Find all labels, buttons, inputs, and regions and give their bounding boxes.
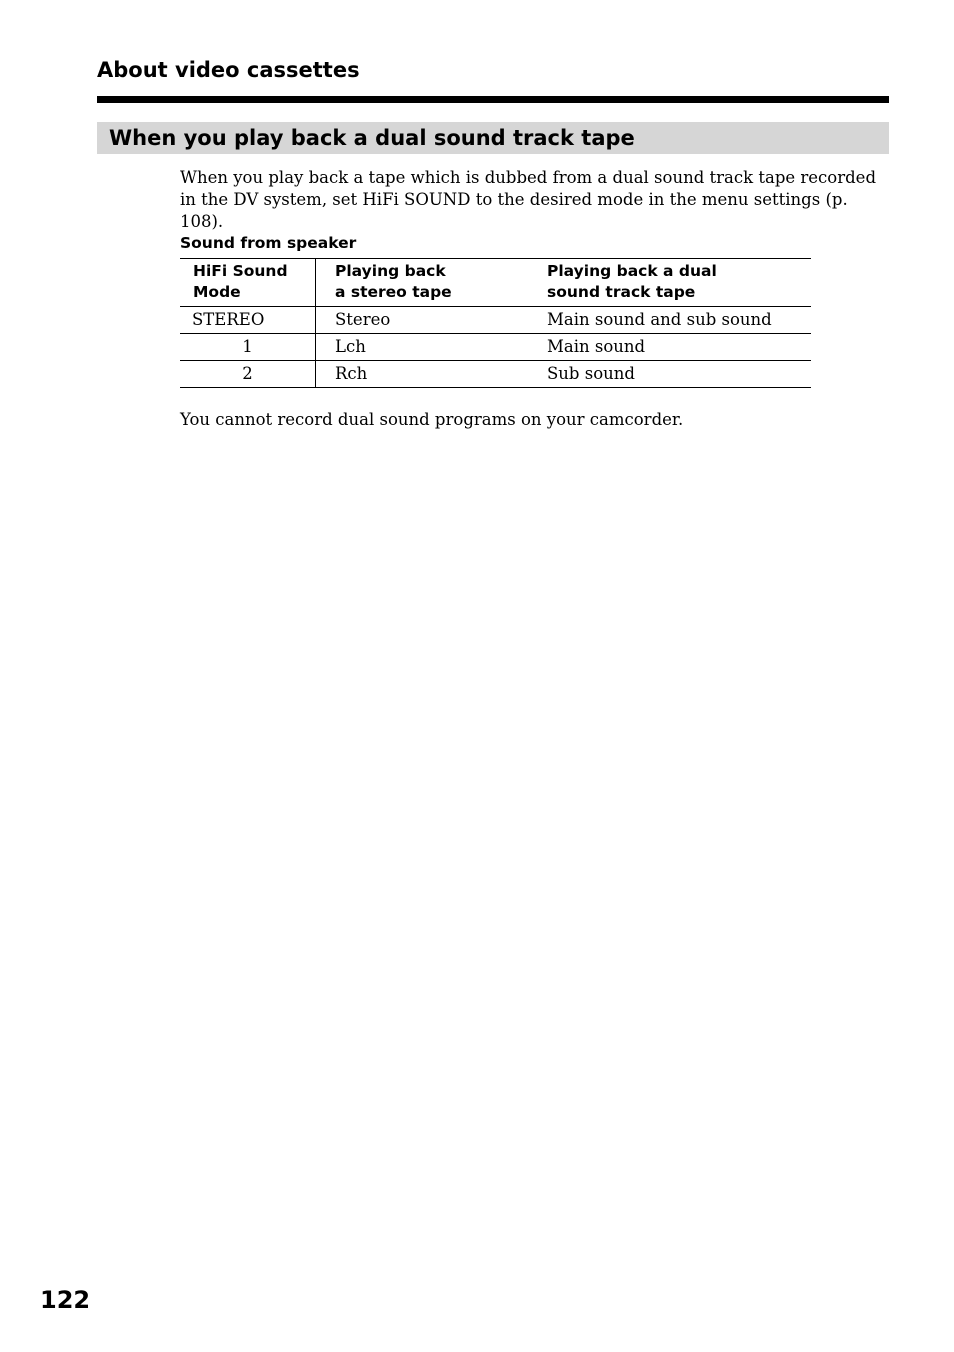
chapter-rule (97, 96, 889, 103)
page-number: 122 (40, 1286, 91, 1314)
table-row (180, 361, 811, 388)
intro-paragraph: When you play back a tape which is dubbed from a dual sound track tape recorded in the DV system, set HiFi SOUND to the desired mode in the menu settings (p. 108). (180, 168, 877, 231)
header-stereo-line2: a stereo tape (335, 283, 452, 301)
header-dual-line1: Playing back a dual (547, 262, 717, 280)
header-dual-tape (528, 259, 811, 307)
table-row (180, 334, 811, 361)
section-title: When you play back a dual sound track tape (109, 126, 635, 150)
section-heading-bar (97, 122, 889, 154)
table-caption: Sound from speaker (180, 234, 357, 252)
cell-dual: Main sound (528, 334, 811, 361)
cell-stereo: Lch (316, 334, 529, 361)
cell-mode: STEREO (180, 307, 316, 334)
cell-mode: 2 (180, 361, 316, 388)
cell-dual: Sub sound (528, 361, 811, 388)
cell-stereo: Rch (316, 361, 529, 388)
note-paragraph: You cannot record dual sound programs on your camcorder. (180, 410, 684, 429)
table-header-row (180, 259, 811, 307)
header-stereo-line1: Playing back (335, 262, 446, 280)
header-mode-line1: HiFi Sound (193, 262, 288, 280)
cell-mode: 1 (180, 334, 316, 361)
chapter-title: About video cassettes (97, 58, 360, 82)
header-dual-line2: sound track tape (547, 283, 696, 301)
cell-stereo: Stereo (335, 310, 391, 329)
header-stereo-tape (316, 259, 529, 307)
header-mode-line2: Mode (193, 283, 241, 301)
sound-mode-table (180, 258, 811, 388)
table-row (180, 307, 811, 334)
header-hifi-sound-mode (180, 259, 316, 307)
cell-dual: Main sound and sub sound (547, 310, 772, 329)
